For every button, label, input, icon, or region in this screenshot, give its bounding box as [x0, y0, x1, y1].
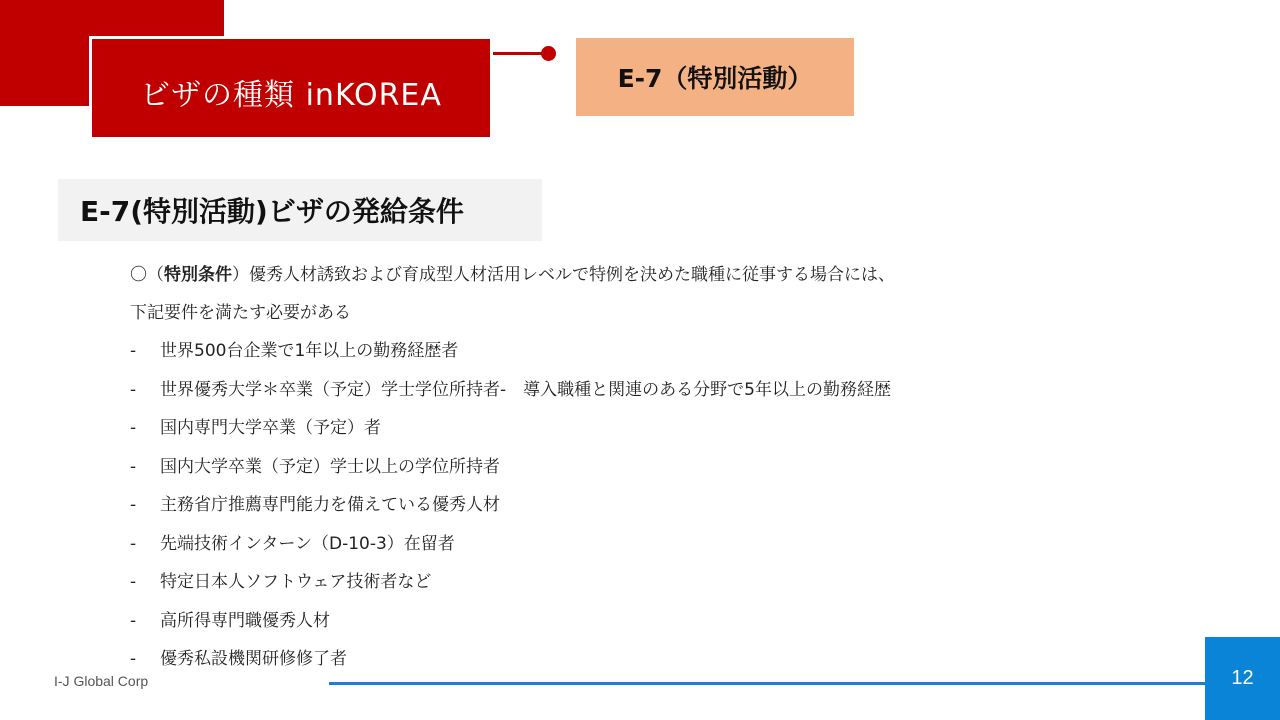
list-item-text: 世界優秀大学＊卒業（予定）学士学位所持者- 導入職種と関連のある分野で5年以上の勤務経歴 — [160, 379, 891, 400]
requirements-list — [130, 334, 1130, 681]
intro-bold-term: 特別条件 — [164, 265, 232, 285]
list-dash: - — [130, 649, 137, 669]
intro-rest: ）優秀人材誘致および育成型人材活用レベルで特例を決めた職種に従事する場合には、 — [232, 265, 895, 285]
list-item — [130, 604, 1130, 643]
visa-type-tag — [576, 38, 854, 116]
page-number-box — [1205, 637, 1280, 720]
intro-line-2: 下記要件を満たす必要がある — [130, 303, 351, 323]
list-item-text: 優秀私設機関研修修了者 — [160, 649, 347, 669]
list-item-text: 高所得専門職優秀人材 — [160, 610, 330, 631]
list-dash: - — [130, 572, 137, 592]
footer-divider — [329, 682, 1207, 685]
connector-line — [493, 52, 547, 55]
slide-title: ビザの種類 inKOREA — [140, 78, 442, 113]
list-item — [130, 565, 1130, 604]
list-item-text: 主務省庁推薦専門能力を備えている優秀人材 — [160, 495, 500, 515]
connector-dot — [541, 46, 556, 61]
intro-prefix: 〇（ — [130, 265, 164, 285]
list-dash: - — [130, 418, 137, 438]
content-body — [130, 258, 1130, 681]
list-dash: - — [130, 495, 137, 515]
list-item-text: 世界500台企業で1年以上の勤務経歴者 — [160, 341, 459, 361]
list-item-text: 国内専門大学卒業（予定）者 — [160, 418, 381, 438]
section-heading-text: E-7(特別活動)ビザの発給条件 — [80, 195, 464, 228]
page-number: 12 — [1231, 667, 1254, 689]
list-item-text: 国内大学卒業（予定）学士以上の学位所持者 — [160, 456, 500, 477]
section-heading — [58, 179, 542, 241]
list-item — [130, 334, 1130, 373]
title-box — [89, 36, 493, 140]
footer-company-name: I-J Global Corp — [54, 673, 149, 689]
list-dash: - — [130, 533, 137, 554]
intro-line-1 — [130, 258, 1130, 296]
list-item — [130, 373, 1130, 412]
list-dash: - — [130, 456, 137, 477]
list-item — [130, 411, 1130, 450]
list-item — [130, 488, 1130, 527]
list-dash: - — [130, 610, 137, 631]
list-dash: - — [130, 379, 137, 400]
list-item — [130, 642, 1130, 681]
list-item — [130, 450, 1130, 489]
list-item — [130, 527, 1130, 566]
list-item-text: 特定日本人ソフトウェア技術者など — [160, 572, 432, 592]
list-dash: - — [130, 341, 137, 361]
visa-type-label: E-7（特別活動） — [617, 64, 813, 93]
list-item-text: 先端技術インターン（D-10-3）在留者 — [160, 533, 455, 554]
